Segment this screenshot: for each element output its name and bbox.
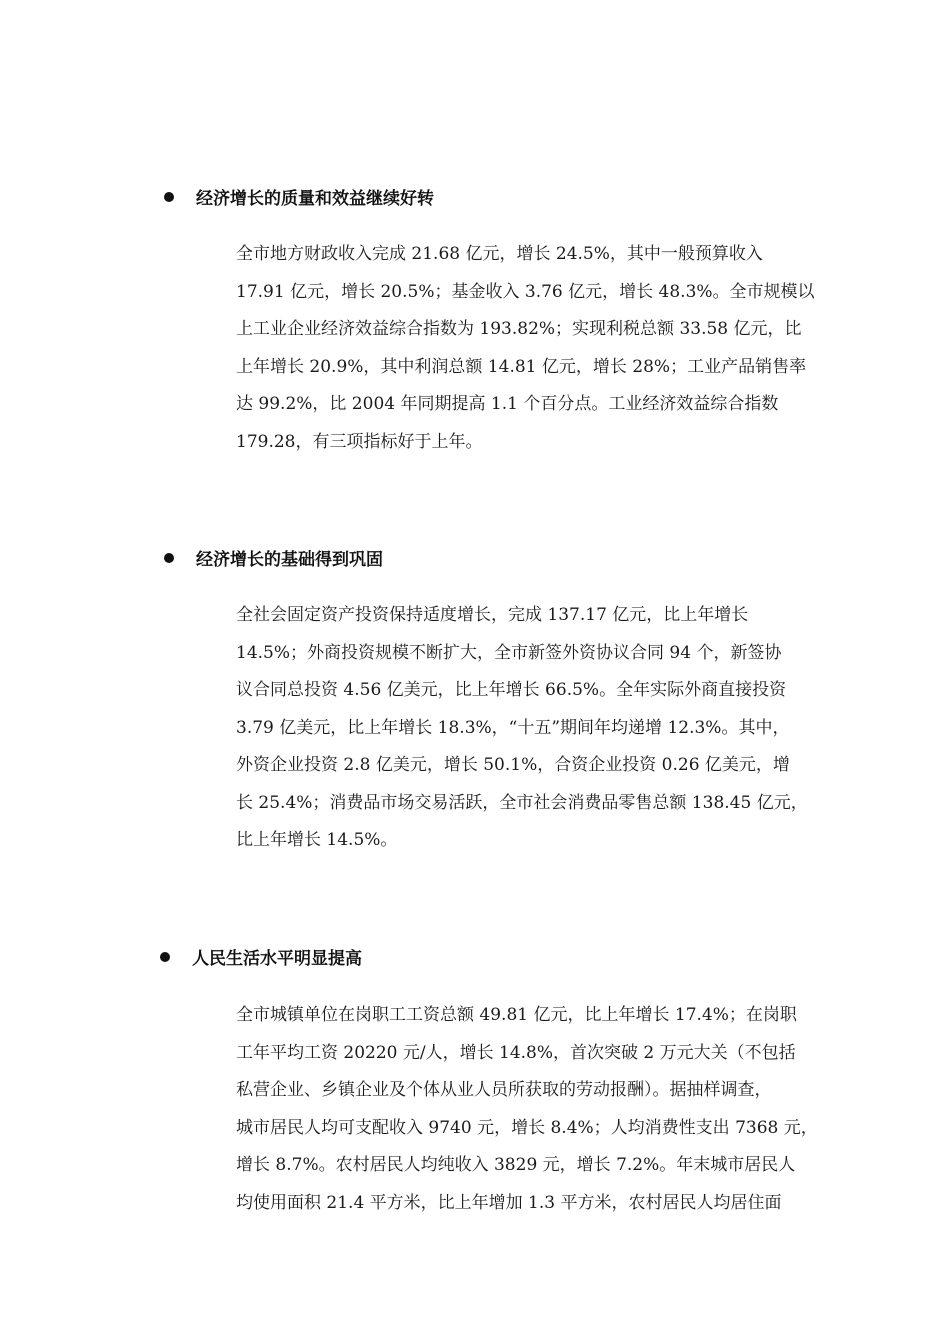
section-heading-text: 经济增长的基础得到巩固 — [196, 550, 383, 570]
section-heading-economic-quality — [164, 184, 434, 209]
paragraph-line: 上年增长 20.9%，其中利润总额 14.81 亿元，增长 28%；工业产品销售率 — [236, 356, 807, 377]
section-heading-living-standards — [160, 944, 362, 969]
paragraph-line: 全市地方财政收入完成 21.68 亿元，增长 24.5%，其中一般预算收入 — [236, 244, 763, 264]
bullet-icon — [164, 192, 174, 202]
paragraph-line: 城市居民人均可支配收入 9740 元，增长 8.4%；人均消费性支出 7368 元， — [236, 1117, 818, 1138]
paragraph-line: 14.5%；外商投资规模不断扩大，全市新签外资协议合同 94 个，新签协 — [236, 642, 782, 663]
paragraph-line: 均使用面积 21.4 平方米，比上年增加 1.3 平方米，农村居民人均居住面 — [236, 1192, 782, 1213]
section-heading-text: 人民生活水平明显提高 — [192, 949, 362, 969]
paragraph-line: 3.79 亿美元，比上年增长 18.3%，“十五”期间年均递增 12.3%。其中， — [236, 717, 790, 738]
paragraph-line: 长 25.4%；消费品市场交易活跃，全市社会消费品零售总额 138.45 亿元， — [236, 792, 808, 813]
paragraph-line: 议合同总投资 4.56 亿美元，比上年增长 66.5%。全年实际外商直接投资 — [236, 680, 787, 700]
bullet-icon — [164, 553, 174, 563]
section-heading-economic-foundation — [164, 545, 383, 570]
paragraph-line: 17.91 亿元，增长 20.5%；基金收入 3.76 亿元，增长 48.3%。全市规模以 — [236, 281, 815, 302]
paragraph-line: 179.28，有三项指标好于上年。 — [236, 431, 483, 452]
paragraph-line: 增长 8.7%。农村居民人均纯收入 3829 元，增长 7.2%。年末城市居民人 — [236, 1155, 796, 1175]
paragraph-line: 比上年增长 14.5%。 — [236, 830, 398, 850]
paragraph-line: 私营企业、乡镇企业及个体从业人员所获取的劳动报酬）。据抽样调查， — [236, 1080, 772, 1100]
section-paragraph-living-standards — [236, 997, 856, 1222]
bullet-icon — [160, 952, 170, 962]
section-heading-text: 经济增长的质量和效益继续好转 — [196, 189, 434, 209]
paragraph-line: 全社会固定资产投资保持适度增长，完成 137.17 亿元，比上年增长 — [236, 605, 749, 625]
paragraph-line: 外资企业投资 2.8 亿美元，增长 50.1%，合资企业投资 0.26 亿美元，增 — [236, 755, 790, 775]
paragraph-line: 达 99.2%，比 2004 年同期提高 1.1 个百分点。工业经济效益综合指数 — [236, 394, 779, 414]
paragraph-line: 工年平均工资 20220 元/人，增长 14.8%，首次突破 2 万元大关（不包括 — [236, 1042, 796, 1063]
paragraph-line: 全市城镇单位在岗职工工资总额 49.81 亿元，比上年增长 17.4%；在岗职 — [236, 1005, 797, 1025]
section-paragraph-economic-quality — [236, 236, 856, 461]
section-paragraph-economic-foundation — [236, 597, 856, 860]
paragraph-line: 上工业企业经济效益综合指数为 193.82%；实现利税总额 33.58 亿元，比 — [236, 319, 802, 339]
